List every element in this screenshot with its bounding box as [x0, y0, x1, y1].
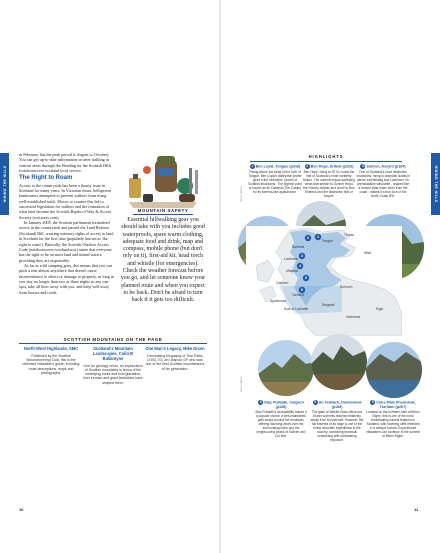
highlight-item: [248, 164, 302, 194]
highlight-item: [356, 164, 410, 198]
map-label-durness: Durness: [292, 245, 305, 249]
highlight-number: 3: [362, 164, 364, 168]
highlight-name: 5 An Teallach, Dundonnell (p168): [314, 400, 362, 409]
book-description: Published by the Scottish Mountaineering Club, this is the definitive hillwalker's guide, including route descriptions, maps and photographs.: [22, 353, 80, 375]
mountains-on-page-title: SCOTTISH MOUNTAINS ON THE PAGE: [63, 337, 163, 342]
map-label-ullapool: Ullapool: [286, 269, 298, 273]
book-item: [21, 347, 81, 375]
highlights-map: [246, 226, 402, 336]
highlight-number: 6: [371, 400, 374, 404]
highlight-name: 2 Ben Hope, Eriboll (p323): [306, 164, 354, 169]
book-title: One Man's Legacy, Mike Dixon: [145, 346, 205, 351]
section-heading: The Right to Roam: [19, 175, 73, 182]
highlight-item: [366, 400, 420, 438]
svg-text:6: 6: [301, 288, 303, 293]
right-edge-tab: [431, 153, 440, 215]
svg-text:1: 1: [317, 235, 319, 240]
highlight-number: 4: [259, 400, 262, 404]
book-title: Scotland's Mountain Landscapes, Colin B Ballantyne: [92, 346, 134, 361]
highlight-item: [254, 400, 308, 438]
coire-mhic-fhearchair-photo: [366, 342, 422, 398]
highlight-name: 6 Coire Mhic Fhearchair, Torridon (p207): [371, 400, 416, 409]
highlight-number: 2: [306, 164, 309, 168]
svg-text:3: 3: [301, 254, 303, 259]
body-paragraph-1: Access to the countryside has been a thorny issue in Scotland for many years. In Victorian times, belligerent landowners attempted to prevent walkers from using well-established trails. Moves to counter this led to successful legislation for walkers and the formation of what later became the Scottish Rights of Way & Access Society (scotways.com).: [19, 182, 112, 220]
highlight-name: 3 Suilven, Assynt (p164): [362, 164, 406, 169]
map-label-kyle: Kyle of Lochalsh: [284, 307, 309, 311]
intro-paragraph: in February, but the peak period is August to October). You can get up-to-date information on deer stalking in various areas through the Heading for the Scottish Hills (outdooraccess-scotland.scot) service.: [19, 152, 112, 174]
highlights-rule: [250, 161, 402, 162]
highlight-item: [310, 400, 364, 442]
highlight-item: [302, 164, 356, 198]
mountain-safety-rule: [133, 214, 193, 215]
highlight-description: One of Scotland's most distinctive mountains, rising in dramatic isolation above Inverkirkaig and Lochinver. Its unmistakable silhouette - shaped like a domed pillar when seen from the coast - makes it a true icon of the North Coast 500.: [356, 170, 410, 198]
map-label-applecross: Applecross: [270, 299, 287, 303]
highlight-description: The giant of Wester Ross offers two Munro summits reached relatively easily from Dundonnell. However, the full traverse of its ridge is one of the finest mountain expeditions in the country, combining technical scrambling with exhilarating exposure.: [310, 410, 364, 443]
right-edge-tab-label: HIKING THE HILLS: [433, 165, 438, 203]
an-teallach-photo: [311, 334, 367, 390]
map-label-inverness: Inverness: [346, 315, 361, 319]
book-item: [145, 347, 205, 371]
map-label-dingwall: Dingwall: [322, 303, 335, 307]
highlight-name: 1 Ben Loyal, Tongue (p316): [251, 164, 301, 169]
body-paragraph-2: In January 2005, the Scottish parliament formalised access in the countryside and passed the Land Reform (Scotland) Bill, creating statutory rights of access to land in Scotland for the first time (popularly known as 'the right to roam'). Basically, the Scottish Outdoor Access Code (outdooraccess-scotland.scot) states that everyone has the right to be on most land and inland waters, providing they act responsibly.: [19, 220, 114, 263]
highlight-name: 4 Stac Pollaidh, Coigach (p168): [259, 400, 304, 409]
highlight-number: 1: [251, 164, 254, 168]
book-description: One for geology nerds, an explanation of Scottish mountains in terms of the underlying rocks and how glaciation, river erosion and giant landslides have shaped them.: [83, 363, 143, 385]
highlight-description: Located on the northern side of Beinn Eighe, this is one of the most breathtaking natural features in Scotland, with towering cliffs reflected in a tranquil lochan. Experienced hillwalkers can continue to the summit of Beinn Eighe.: [366, 410, 420, 439]
highlights-title: HIGHLIGHTS: [308, 154, 344, 159]
photo-credit: PHOTO CREDITS: [241, 376, 243, 392]
map-label-tongue: Tongue: [322, 239, 333, 243]
book-list: [19, 347, 207, 387]
mountains-on-page-box: [19, 337, 207, 387]
hiking-gear-photo: [119, 150, 207, 210]
book-title: North-West Highlands, SMC: [23, 346, 79, 351]
book-item: [83, 347, 143, 385]
body-paragraph-3: As far as wild camping goes, this means that you can pitch a tent almost anywhere that doesn't cause inconvenience to others or damage to property, as long as you stay no longer than two or three nights in any one spot, take all litter away with you, and keep well away from houses and roads.: [19, 262, 115, 295]
svg-text:5: 5: [305, 276, 307, 281]
map-label-dornoch: Dornoch: [340, 285, 353, 289]
highlight-number: 5: [314, 400, 317, 404]
left-body-column: [19, 152, 115, 295]
highlight-description: Ben Hope, rising to 927m, holds the title of Scotland's most northerly Munro. The summit enjoys sweeping views that stretch to Dunnet Head, the Orkney Islands and south to Ben Klibreck and the distinctive hills of Assynt.: [303, 170, 355, 198]
left-edge-tab: [0, 153, 9, 215]
map-label-thurso: Thurso: [344, 233, 355, 237]
left-edge-tab-label: HIKING THE HILLS: [2, 165, 7, 203]
book-description: Fascinating biography of Tom Patey (1932-70), an Ullapool GP who was one of the best Scottish mountaineers of his generation.: [145, 353, 205, 371]
map-label-gairloch: Gairloch: [276, 281, 289, 285]
book-spine: [219, 0, 221, 553]
mountain-safety-text: Essential hillwalking gear you should take with you includes good waterproofs, spare warm clothing, adequate food and drink, map and compass, mobile phone (but don't rely on it), first-aid kit, head torch and whistle (for emergencies). Check the weather forecast before you go, and let someone know your planned route and when you expect to be back. Don't be afraid to turn back if it gets too difficult.: [120, 217, 206, 304]
svg-text:2: 2: [307, 236, 309, 241]
stac-pollaidh-photo: [258, 340, 314, 396]
mountain-safety-box: [119, 208, 207, 305]
mountains-on-page-rule: [19, 343, 207, 344]
map-label-torridon: Torridon: [292, 293, 304, 297]
svg-text:4: 4: [299, 264, 301, 269]
photo-credit: PHOTO CREDITS: [241, 186, 243, 202]
left-page-number: 10: [19, 507, 24, 512]
mountain-safety-title: MOUNTAIN SAFETY: [137, 208, 189, 213]
highlight-description: Rising above the head of the Kyle of Tongue, Ben Loyal's distinctive profile gives it the nickname 'Queen of Scottish Mountains'. The highest point is known as An Caisteal (The Castle) for its fortress-like appearance.: [248, 170, 302, 194]
right-page-number: 11: [414, 507, 419, 512]
map-label-wick: Wick: [364, 251, 372, 255]
highlight-description: Stac Pollaidh's accessibility makes it a popular choice: a well-maintained path wraps around the mountain, offering stunning views over the surrounding lochs and the neighbouring peaks of Suilven and Cul Mor.: [255, 410, 307, 439]
map-label-lochinver: Lochinver: [284, 257, 299, 261]
map-label-elgin: Elgin: [376, 307, 384, 311]
